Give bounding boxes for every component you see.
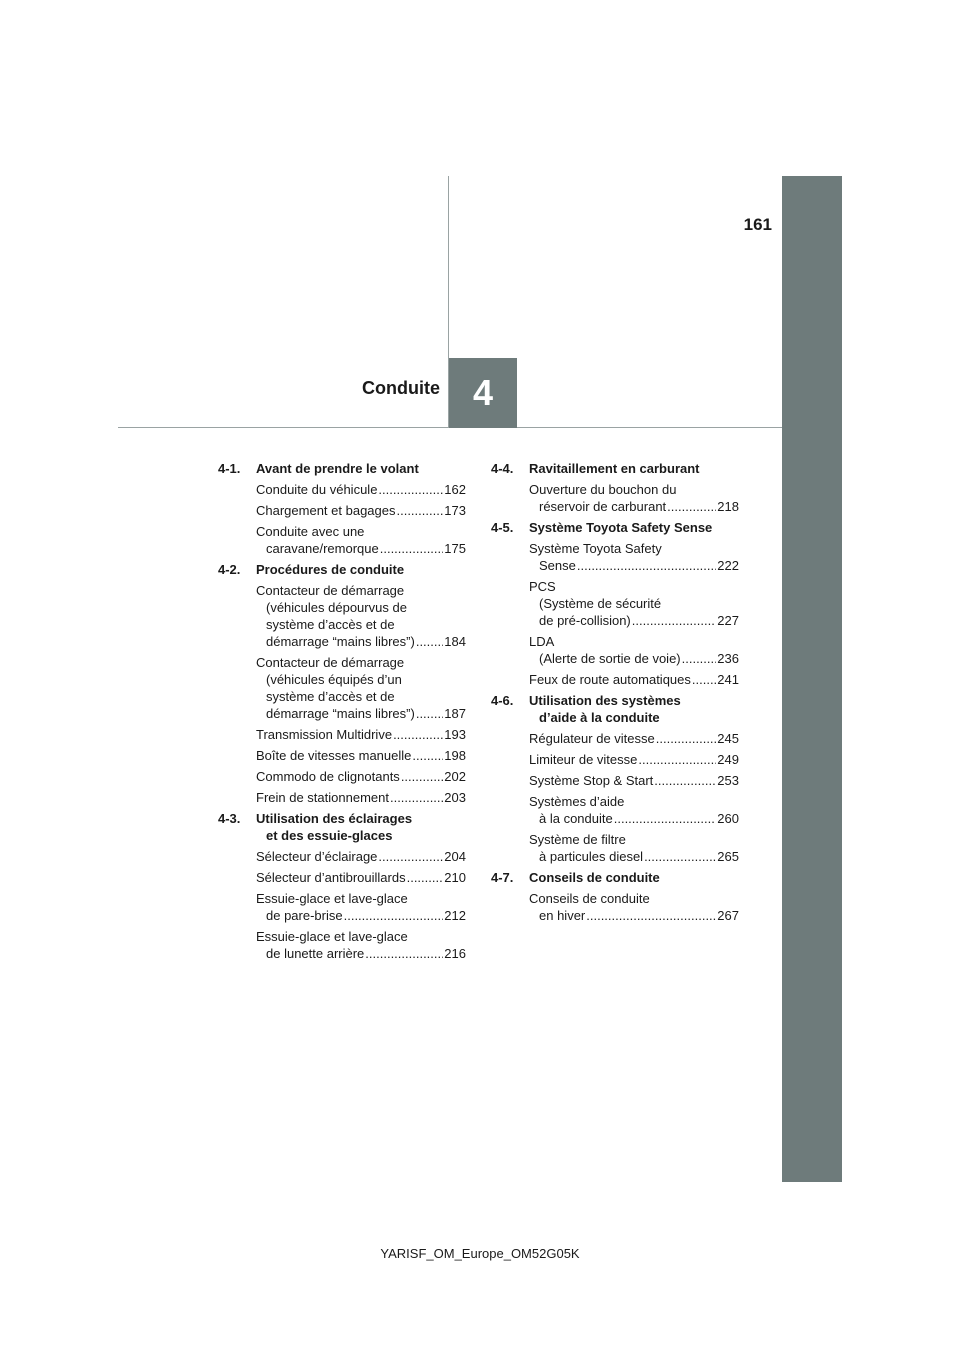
entry-line: Contacteur de démarrage <box>256 583 405 598</box>
entry-line <box>256 747 466 764</box>
entry-text: Régulateur de vitesse <box>529 731 655 746</box>
dot-leader <box>577 557 716 574</box>
entry-page: 203 <box>444 790 466 805</box>
toc-entry <box>256 481 466 498</box>
entry-line <box>529 650 739 667</box>
section-title <box>256 561 466 578</box>
entry-line <box>529 671 739 688</box>
entry-page: 253 <box>717 773 739 788</box>
section-number: 4-6. <box>491 693 514 708</box>
entry-line <box>529 751 739 768</box>
section-heading <box>218 561 466 578</box>
entry-text: à particules diesel <box>539 849 644 864</box>
section-title-line: Utilisation des éclairages <box>256 811 413 826</box>
toc-entry <box>256 523 466 557</box>
section-heading <box>491 460 739 477</box>
entry-page: 222 <box>717 558 739 573</box>
entry-page: 249 <box>717 752 739 767</box>
dot-leader <box>682 650 717 667</box>
section-title-line: Procédures de conduite <box>256 562 405 577</box>
toc-entry <box>256 789 466 806</box>
section-title-line: Conseils de conduite <box>529 870 660 885</box>
entry-line <box>256 945 466 962</box>
footer-code: YARISF_OM_Europe_OM52G05K <box>380 1246 580 1261</box>
toc-entry <box>256 582 466 650</box>
toc-entry <box>529 578 739 629</box>
entry-line <box>529 848 739 865</box>
entry-line <box>256 633 466 650</box>
entry-line <box>256 869 466 886</box>
section-title-line: Ravitaillement en carburant <box>529 461 700 476</box>
toc-entry <box>256 869 466 886</box>
toc-entry <box>256 502 466 519</box>
entry-page: 173 <box>444 503 466 518</box>
entry-text: de pré-collision) <box>539 613 631 628</box>
entry-text: Conduite du véhicule <box>256 482 378 497</box>
entry-text: Boîte de vitesses manuelle <box>256 748 412 763</box>
entry-page: 187 <box>444 706 466 721</box>
section-title <box>529 519 739 536</box>
entry-line <box>529 772 739 789</box>
entry-line: système d’accès et de <box>266 689 395 704</box>
dot-leader <box>378 848 443 865</box>
toc-entry <box>529 671 739 688</box>
entry-line: Conduite avec une <box>256 524 365 539</box>
entry-line: Système de filtre <box>529 832 626 847</box>
toc-entry <box>529 831 739 865</box>
entry-line <box>529 907 739 924</box>
toc-section <box>218 810 466 962</box>
entry-text: démarrage “mains libres”) <box>266 706 415 721</box>
toc-section <box>491 519 739 688</box>
entry-line <box>256 789 466 806</box>
entry-page: 216 <box>444 946 466 961</box>
entry-page: 210 <box>444 870 466 885</box>
dot-leader <box>390 789 443 806</box>
entry-page: 162 <box>444 482 466 497</box>
section-title <box>529 869 739 886</box>
dot-leader <box>586 907 716 924</box>
entry-line <box>256 726 466 743</box>
toc-entry <box>529 540 739 574</box>
entry-text: Limiteur de vitesse <box>529 752 638 767</box>
section-title <box>256 810 466 844</box>
toc-entry <box>529 751 739 768</box>
section-heading <box>491 519 739 536</box>
entry-line: Ouverture du bouchon du <box>529 482 677 497</box>
toc-entry <box>529 890 739 924</box>
dot-leader <box>656 730 717 747</box>
toc-entry <box>256 890 466 924</box>
toc-section <box>218 561 466 806</box>
section-number: 4-4. <box>491 461 514 476</box>
dot-leader <box>614 810 717 827</box>
dot-leader <box>692 671 716 688</box>
toc-entry <box>529 633 739 667</box>
dot-leader <box>667 498 716 515</box>
toc-section <box>491 692 739 865</box>
entry-text: à la conduite <box>539 811 613 826</box>
entry-line: (véhicules dépourvus de <box>266 600 407 615</box>
toc-entry <box>256 768 466 785</box>
section-title-line: d’aide à la conduite <box>539 710 660 725</box>
page-number: 161 <box>743 215 772 234</box>
entry-line <box>256 705 466 722</box>
entry-text: Frein de stationnement <box>256 790 389 805</box>
entry-line: LDA <box>529 634 555 649</box>
entry-page: 265 <box>717 849 739 864</box>
entry-line: Systèmes d’aide <box>529 794 625 809</box>
section-heading <box>491 869 739 886</box>
toc-entry <box>256 848 466 865</box>
section-title <box>529 460 739 477</box>
section-number: 4-5. <box>491 520 514 535</box>
section-number: 4-7. <box>491 870 514 885</box>
entry-text: Système Stop & Start <box>529 773 654 788</box>
section-heading <box>491 692 739 726</box>
section-title-line: et des essuie-glaces <box>266 828 393 843</box>
dot-leader <box>412 747 443 764</box>
section-title <box>529 692 739 726</box>
entry-line <box>256 848 466 865</box>
entry-page: 198 <box>444 748 466 763</box>
toc-section <box>491 460 739 515</box>
entry-text: Commodo de clignotants <box>256 769 400 784</box>
toc-section <box>491 869 739 924</box>
section-heading <box>218 460 466 477</box>
entry-line <box>256 907 466 924</box>
section-title <box>256 460 466 477</box>
entry-text: Feux de route automatiques <box>529 672 691 687</box>
entry-text: Chargement et bagages <box>256 503 396 518</box>
dot-leader <box>638 751 716 768</box>
section-title-line: Système Toyota Safety Sense <box>529 520 713 535</box>
entry-line: (Système de sécurité <box>539 596 662 611</box>
entry-line: Conseils de conduite <box>529 891 650 906</box>
dot-leader <box>378 481 443 498</box>
toc-entry <box>256 747 466 764</box>
dot-leader <box>401 768 443 785</box>
toc-entry <box>256 928 466 962</box>
entry-page: 202 <box>444 769 466 784</box>
dot-leader <box>344 907 444 924</box>
toc-right-column <box>491 460 739 928</box>
entry-line: Essuie-glace et lave-glace <box>256 891 408 906</box>
entry-line <box>256 502 466 519</box>
toc-entry <box>529 772 739 789</box>
toc-entry <box>529 481 739 515</box>
section-title-line: Avant de prendre le volant <box>256 461 419 476</box>
entry-text: en hiver <box>539 908 586 923</box>
entry-line <box>529 730 739 747</box>
entry-page: 184 <box>444 634 466 649</box>
entry-line <box>529 810 739 827</box>
entry-page: 175 <box>444 541 466 556</box>
entry-line: Système Toyota Safety <box>529 541 662 556</box>
dot-leader <box>416 705 443 722</box>
entry-page: 193 <box>444 727 466 742</box>
dot-leader <box>393 726 443 743</box>
toc-entry <box>529 793 739 827</box>
section-number: 4-1. <box>218 461 241 476</box>
dot-leader <box>380 540 444 557</box>
entry-text: de pare-brise <box>266 908 343 923</box>
entry-page: 245 <box>717 731 739 746</box>
entry-line <box>256 540 466 557</box>
entry-line: système d’accès et de <box>266 617 395 632</box>
entry-line: Essuie-glace et lave-glace <box>256 929 408 944</box>
dot-leader <box>654 772 716 789</box>
dot-leader <box>416 633 443 650</box>
entry-line: PCS <box>529 579 556 594</box>
entry-text: Transmission Multidrive <box>256 727 393 742</box>
side-chapter-tab <box>782 176 842 1182</box>
entry-line <box>529 557 739 574</box>
entry-page: 267 <box>717 908 739 923</box>
entry-text: Sense <box>539 558 576 573</box>
entry-text: Sélecteur d’éclairage <box>256 849 378 864</box>
entry-page: 241 <box>717 672 739 687</box>
entry-line <box>529 612 739 629</box>
dot-leader <box>644 848 716 865</box>
entry-line <box>529 498 739 515</box>
entry-text: réservoir de carburant <box>539 499 667 514</box>
entry-text: Sélecteur d’antibrouillards <box>256 870 406 885</box>
dot-leader <box>407 869 444 886</box>
toc-entry <box>529 730 739 747</box>
dot-leader <box>632 612 717 629</box>
entry-page: 260 <box>717 811 739 826</box>
section-heading <box>218 810 466 844</box>
section-number: 4-3. <box>218 811 241 826</box>
toc-entry <box>256 726 466 743</box>
toc-section <box>218 460 466 557</box>
entry-page: 204 <box>444 849 466 864</box>
entry-page: 212 <box>444 908 466 923</box>
section-title-line: Utilisation des systèmes <box>529 693 681 708</box>
entry-text: (Alerte de sortie de voie) <box>539 651 681 666</box>
chapter-number-box: 4 <box>449 358 517 428</box>
toc-left-column <box>218 460 466 966</box>
chapter-title: Conduite <box>362 378 440 398</box>
entry-text: démarrage “mains libres”) <box>266 634 415 649</box>
entry-line <box>256 481 466 498</box>
dot-leader <box>396 502 443 519</box>
entry-text: de lunette arrière <box>266 946 365 961</box>
entry-page: 218 <box>717 499 739 514</box>
section-number: 4-2. <box>218 562 241 577</box>
entry-page: 236 <box>717 651 739 666</box>
toc-entry <box>256 654 466 722</box>
entry-page: 227 <box>717 613 739 628</box>
entry-line <box>256 768 466 785</box>
dot-leader <box>365 945 443 962</box>
entry-line: Contacteur de démarrage <box>256 655 405 670</box>
entry-line: (véhicules équipés d’un <box>266 672 402 687</box>
entry-text: caravane/remorque <box>266 541 379 556</box>
